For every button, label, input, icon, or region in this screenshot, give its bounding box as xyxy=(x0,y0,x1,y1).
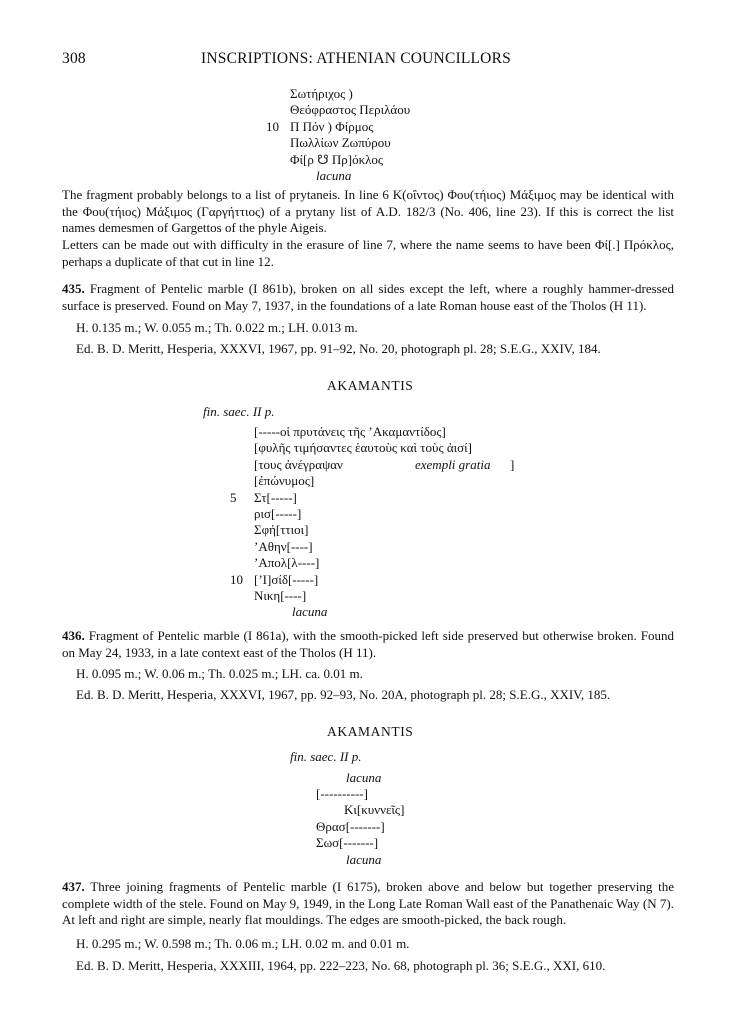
entry-435-edition: Ed. B. D. Meritt, Hesperia, XXXVI, 1967, pp. 91–92, No. 20, photograph pl. 28; S.E.G., XXIV, 184. xyxy=(76,341,601,356)
inscription-line: Θρασ[-------] xyxy=(316,818,385,834)
entry-436-description: 436. Fragment of Pentelic marble (I 861a), with the smooth-picked left side preserved but otherwise broken. Found on May 24, 1933, in a late context east of the Tholos (H 11). xyxy=(62,628,674,660)
entry-435-heading: AKAMANTIS xyxy=(327,378,414,393)
inscription-line: 10 [’Ι]σίδ[-----] xyxy=(230,571,319,587)
entry-437-description: 437. Three joining fragments of Pentelic marble (I 6175), broken above and below but together preserving the complete width of the stele. Found on May 9, 1949, in the Long Late Roman Wall east of the Panathenaic Way (N 7). At left and right are simple, nearly flat mouldings. The edges are smooth-picked, the back rough. xyxy=(62,879,675,927)
inscription-line: 10 Π Πόν ) Φίρμος xyxy=(266,118,374,134)
entry-436-dimensions: H. 0.095 m.; W. 0.06 m.; Th. 0.025 m.; LH. ca. 0.01 m. xyxy=(76,666,363,681)
inscription-line: Σφή[ττιοι] xyxy=(254,522,309,538)
page-number: 308 xyxy=(62,50,86,67)
inscription-line: Σωτήριχος ) xyxy=(290,86,353,101)
entry-435-inscription xyxy=(230,424,515,621)
inscription-line: Νικη[----] xyxy=(254,588,307,604)
entry-436-inscription xyxy=(316,786,404,852)
inscription-line: ’Απολ[λ----] xyxy=(254,555,320,571)
inscription-line: [----------] xyxy=(316,786,368,801)
commentary-paragraph-2: Letters can be made out with difficulty in the erasure of line 7, where the name seems to have been Φί[.] Πρόκλος, perhaps a duplicate of that cut in line 12. xyxy=(62,237,674,269)
inscription-line: ’Αθην[----] xyxy=(254,538,313,554)
entry-436-heading: AKAMANTIS xyxy=(327,724,414,739)
lacuna-label: lacuna xyxy=(292,604,328,620)
lacuna-label: lacuna xyxy=(346,770,382,785)
inscription-line: 5 Στ[-----] xyxy=(230,489,297,505)
inscription-line: Κι[κυννεῖς] xyxy=(344,802,405,818)
inscription-line: [ἐπώνυμος] xyxy=(254,473,315,489)
entry-435-dimensions: H. 0.135 m.; W. 0.055 m.; Th. 0.022 m.; LH. 0.013 m. xyxy=(76,320,358,335)
commentary-paragraph-1: The fragment probably belongs to a list of prytaneis. In line 6 Κ(οΐντος) Φου(τήιος) Μάξιμος may be identical with the Φου(τήιος) Μάξιμος (Γαργήττιος) of a prytany list of A.D. 182/3 (No. 406, line 23). If this is correct the list names demesmen of Gargettos of the phyle Aigeis. xyxy=(62,187,674,235)
inscription-line: [φυλῆς τιμήσαντες ἑαυτοὺς καὶ τοὺς ἀισί] xyxy=(254,440,472,456)
entry-number: 435. xyxy=(62,281,85,296)
exempli-gratia: exempli gratia xyxy=(415,456,491,472)
entry-number: 437. xyxy=(62,879,85,894)
entry-435-date: fin. saec. II p. xyxy=(203,404,275,419)
inscription-line: [-----οἱ πρυτάνεις τῆς ’Ακαμαντίδος] xyxy=(254,424,446,439)
inscription-line: Πωλλίων Ζωπύρου xyxy=(290,135,391,151)
inscription-line: ρισ[-----] xyxy=(254,506,302,522)
running-title: INSCRIPTIONS: ATHENIAN COUNCILLORS xyxy=(201,50,511,67)
inscription-line: [τους ἀνέγραψαν exempli gratia ] xyxy=(254,456,515,472)
top-inscription xyxy=(266,86,410,184)
inscription-line: Θεόφραστος Περιλάου xyxy=(290,102,411,118)
entry-436-edition: Ed. B. D. Meritt, Hesperia, XXXVI, 1967, pp. 92–93, No. 20A, photograph pl. 28; S.E.G., XXIV, 185. xyxy=(76,687,611,702)
inscription-line: Σωσ[-------] xyxy=(316,835,379,851)
inscription-line: Φί[ρ ☋ Πρ]όκλος xyxy=(290,151,384,167)
lacuna-label: lacuna xyxy=(346,852,382,867)
entry-436-date: fin. saec. II p. xyxy=(290,749,362,764)
lacuna-label: lacuna xyxy=(316,168,352,184)
entry-437-dimensions: H. 0.295 m.; W. 0.598 m.; Th. 0.06 m.; LH. 0.02 m. and 0.01 m. xyxy=(76,936,410,951)
entry-number: 436. xyxy=(62,628,85,643)
entry-437-edition: Ed. B. D. Meritt, Hesperia, XXXIII, 1964, pp. 222–223, No. 68, photograph pl. 36; S.E.G., XXI, 610. xyxy=(76,958,606,973)
entry-435-description: 435. Fragment of Pentelic marble (I 861b), broken on all sides except the left, where a roughly hammer-dressed surface is preserved. Found on May 7, 1937, in the foundations of a late Roman house east of the Tholos (H 11). xyxy=(62,281,674,313)
